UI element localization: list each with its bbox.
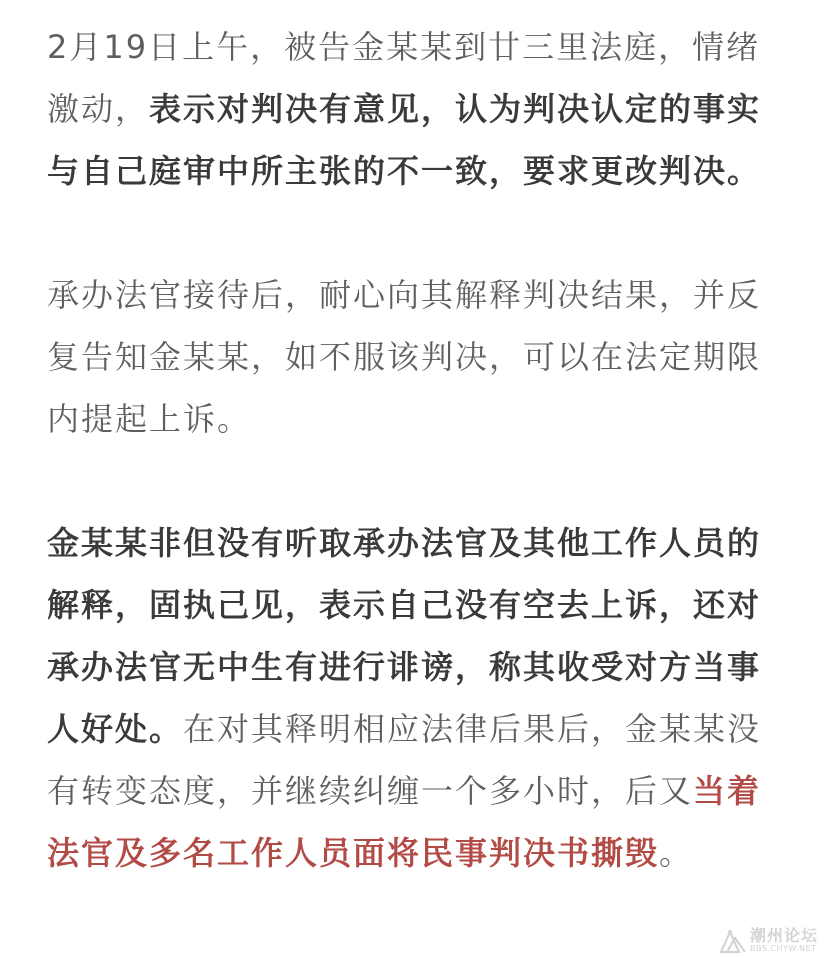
forum-logo-icon <box>719 928 747 954</box>
highlighted-segment: 当着法官及多名工作人员面将民事判决书撕毁 <box>47 772 762 872</box>
text-segment: 承办法官接待后，耐心向其解释判决结果，并反复告知金某某，如不服该判决，可以在法定期限内提起上诉。 <box>47 276 762 438</box>
watermark-text <box>750 928 818 953</box>
bold-segment: 金某某非但没有听取承办法官及其他工作人员的解释，固执己见，表示自己没有空去上诉，还对承办法官无中生有进行诽谤，称其收受对方当事人好处。 <box>47 524 762 748</box>
watermark-title: 潮州论坛 <box>749 926 818 946</box>
paragraph-3 <box>47 512 787 884</box>
text-segment: 在对其释明相应法律后果后，金某某没有转变态度，并继续纠缠一个多小时，后又 <box>47 710 762 810</box>
article-body <box>47 16 787 946</box>
text-segment: 2月19日上午，被告金某某到廿三里法庭，情绪激动， <box>47 28 761 128</box>
watermark-subtitle: BBS.CHYW.NET <box>749 944 817 954</box>
forum-watermark <box>719 928 818 954</box>
paragraph-1 <box>47 16 787 202</box>
bold-segment: 表示对判决有意见，认为判决认定的事实与自己庭审中所主张的不一致，要求更改判决。 <box>47 90 762 190</box>
paragraph-2 <box>47 264 787 450</box>
text-segment: 。 <box>659 834 694 872</box>
